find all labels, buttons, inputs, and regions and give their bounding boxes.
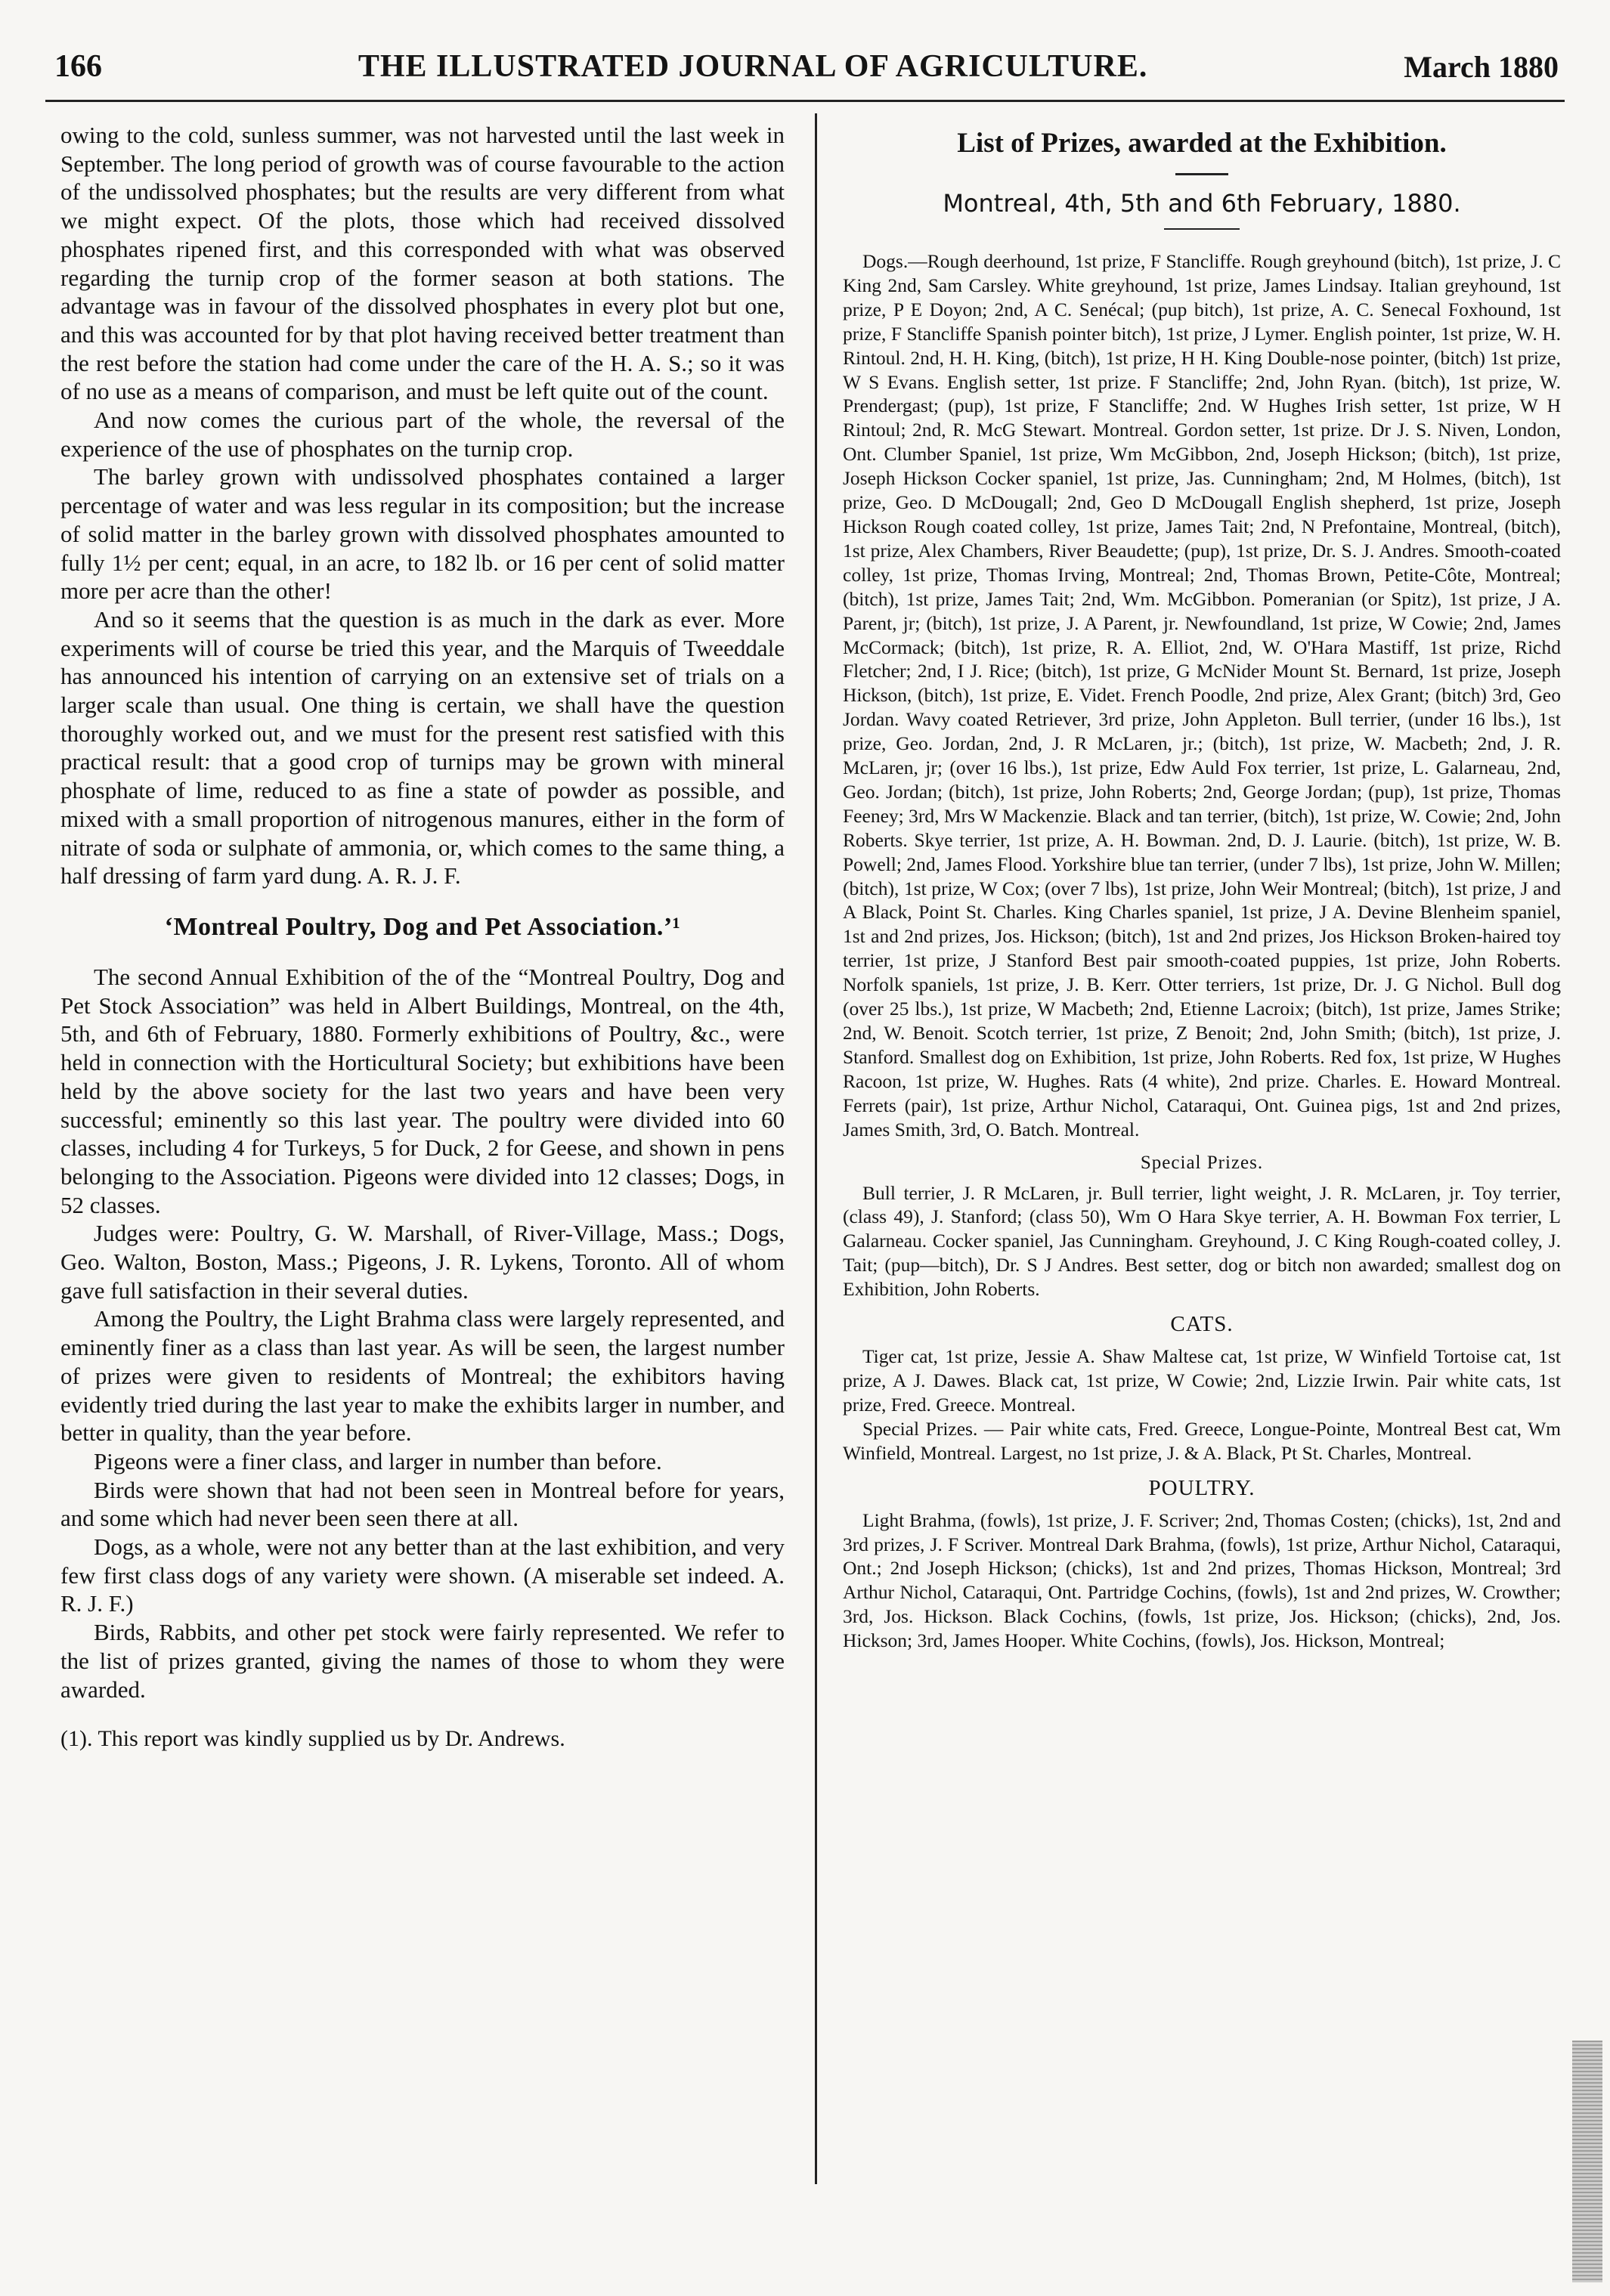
page-number: 166 [54, 49, 102, 84]
paragraph: owing to the cold, sunless summer, was not harvested until the last week in September. The long period of growth was of course favourable to the action of the undissolved phosphates; but the results are very different from what we might expect. Of the plots, those which had received dissolved phosphates ripened first, and this corresponded with what was observed regarding the turnip crop of the former season at both stations. The advantage was in favour of the dissolved phosphates in every plot but one, and this was accounted for by that plot having received better treatment than the rest before the station had come under the care of the H. A. S.; so it was of no use as a means of comparison, and must be left quite out of the count. [60, 122, 785, 405]
left-column [60, 121, 785, 1753]
page-header [54, 39, 1559, 85]
special-prizes-heading: Special Prizes. [1140, 1152, 1264, 1173]
journal-title: THE ILLUSTRATED JOURNAL OF AGRICULTURE. [358, 49, 1148, 84]
paragraph: The barley grown with undissolved phosphates contained a larger percentage of water and was less regular in its composition; but the increase of solid matter in the barley grown with dissolved phosphates amounted to fully 1½ per cent; equal, in an acre, to 182 lb. or 16 per cent of solid matter more per acre than the other! [60, 463, 785, 605]
section-heading: ‘Montreal Poultry, Dog and Pet Association.’¹ [164, 912, 681, 941]
cats-prizes: Tiger cat, 1st prize, Jessie A. Shaw Maltese cat, 1st prize, W Winfield Tortoise cat, 1st prize, A J. Dawes. Black cat, 1st prize, W Cowie; 2nd, Lizzie Irwin. Pair white cats, 1st prize, Fred. Greece. Montreal. [843, 1345, 1561, 1416]
cats-special-prizes: Special Prizes. — Pair white cats, Fred. Greece, Longue-Pointe, Montreal Best cat, Wm Winfield, Montreal. Largest, no 1st prize, J. & A. Black, Pt St. Charles, Montreal. [843, 1417, 1561, 1464]
paragraph: And now comes the curious part of the whole, the reversal of the experience of the use of phosphates on the turnip crop. [60, 407, 785, 462]
paragraph: Birds, Rabbits, and other pet stock were fairly represented. We refer to the list of prizes granted, giving the names of those to whom they were awarded. [60, 1619, 785, 1703]
paragraph: And so it seems that the question is as much in the dark as ever. More experiments will of course be tried this year, and the Marquis of Tweeddale has announced his intention of carrying on an extensive set of trials on a larger scale than usual. One thing is certain, we shall have the question thoroughly worked out, and we must for the present rest satisfied with this practical result: that a good crop of turnips may be grown with mineral phosphate of lime, reduced to as fine a state of powder as possible, and mixed with a small proportion of nitrogenous manures, either in the form of nitrate of soda or sulphate of ammonia, or, which comes to the same thing, a half dressing of farm yard dung. A. R. J. F. [60, 605, 785, 890]
paragraph: Pigeons were a finer class, and larger in number than before. [94, 1447, 662, 1474]
special-prizes: Bull terrier, J. R McLaren, jr. Bull terrier, light weight, J. R. McLaren, jr. Toy terrier, (class 49), J. Stanford; (class 50), Wm O Hara Skye terrier, A. H. Bowman Fox terrier, L Galarneau. Cocker spaniel, Jas Cunningham. Greyhound, J. C King Rough-coated colley, J. Tait; (pup—bitch), Dr. S J Andres. Best setter, dog or bitch non awarded; smallest dog on Exhibition, John Roberts. [843, 1181, 1561, 1301]
right-column [843, 121, 1561, 1653]
poultry-heading: POULTRY. [1148, 1475, 1255, 1500]
paragraph: Among the Poultry, the Light Brahma class were largely represented, and eminently finer as a class than last year. As will be seen, the largest number of prizes were given to residents of Montreal; the exhibitors having evidently tried during the last year to make the exhibits larger in number, and better in quality, than the year before. [60, 1305, 785, 1447]
prize-list-subtitle: Montreal, 4th, 5th and 6th February, 1880. [943, 189, 1461, 218]
poultry-prizes: Light Brahma, (fowls), 1st prize, J. F. Scriver; 2nd, Thomas Costen; (chicks), 1st, 2nd and 3rd prizes, J. F Scriver. Montreal Dark Brahma, (fowls), 1st prize, Arthur Nichol, Cataraqui, Ont.; 2nd Joseph Hickson; (chicks), 1st and 2nd prizes, Thomas Hickson, Montreal; 3rd Arthur Nichol, Cataraqui, Ont. Partridge Cochins, (fowls), 1st and 2nd prizes, W. Crowther; 3rd, Jos. Hickson. Black Cochins, (fowls, 1st prize, Jos. Hickson; (chicks), 2nd, Jos. Hickson; 3rd, James Hooper. White Cochins, (fowls), Jos. Hickson, Montreal; [843, 1508, 1561, 1652]
prize-list-title: List of Prizes, awarded at the Exhibition. [957, 128, 1447, 159]
page-edge-shadow [1572, 2041, 1602, 2282]
paragraph: Judges were: Poultry, G. W. Marshall, of River-Village, Mass.; Dogs, Geo. Walton, Boston, Mass.; Pigeons, J. R. Lykens, Toronto. All of whom gave full satisfaction in their several duties. [60, 1220, 785, 1304]
subtitle-rule [1164, 228, 1240, 230]
paragraph: Birds were shown that had not been seen in Montreal before for years, and some which had never been seen there at all. [60, 1476, 785, 1532]
title-rule [1175, 173, 1228, 175]
paragraph: Dogs, as a whole, were not any better than at the last exhibition, and very few first class dogs of any variety were shown. (A miserable set indeed. A. R. J. F.) [60, 1533, 785, 1617]
header-rule [45, 100, 1565, 102]
dogs-prizes: Dogs.—Rough deerhound, 1st prize, F Stancliffe. Rough greyhound (bitch), 1st prize, J. C King 2nd, Sam Carsley. White greyhound, 1st prize, James Lindsay. Italian greyhound, 1st prize, P E Doyon; 2nd, A C. Senécal; (pup bitch), 1st prize, A. C. Senecal Foxhound, 1st prize, F Stancliffe Spanish pointer bitch), 1st prize, J Lymer. English pointer, 1st prize, W. H. Rintoul. 2nd, H. H. King, (bitch), 1st prize, H H. King Double-nose pointer, (bitch) 1st prize, W S Evans. English setter, 1st prize. F Stancliffe; 2nd, John Ryan. (bitch), 1st prize, W. Prendergast; (pup), 1st prize, F Stancliffe; 2nd. W Hughes Irish setter, 1st prize, W H Rintoul; 2nd, R. McG Stewart. Montreal. Gordon setter, 1st prize. Dr J. S. Niven, London, Ont. Clumber Spaniel, 1st prize, Wm McGibbon, 2nd, Joseph Hickson; (bitch), 1st prize, Joseph Hickson Cocker spaniel, 1st prize, Jas. Cunningham; 2nd, M Holmes, (bitch), 1st prize, Geo. D McDougall; 2nd, Geo D McDougall English shepherd, 1st prize, Joseph Hickson Rough coated colley, 1st prize, James Tait; 2nd, N Prefontaine, Montreal, (bitch), 1st prize, Alex Chambers, River Beaudette; (pup), 1st prize, Dr. S. J. Andres. Smooth-coated colley, 1st prize, Thomas Irving, Montreal; 2nd, Thomas Brown, Petite-Côte, Montreal; (bitch), 1st prize, James Tait; 2nd, Wm. McGibbon. Pomeranian (or Spitz), 1st prize, J A. Parent, jr; (bitch), 1st prize, J. A Parent, jr. Newfoundland, 1st prize, W Cowie; 2nd, James McCormack; (bitch), 1st prize, R. A. Elliot, 2nd, W. O'Hara Mastiff, 1st prize, Richd Fletcher; 2nd, I J. Rice; (bitch), 1st prize, G McNider Mount St. Bernard, 1st prize, Joseph Hickson, (bitch), 1st prize, E. Videt. French Poodle, 2nd prize, Alex Grant; (bitch) 3rd, Geo Jordan. Wavy coated Retriever, 3rd prize, John Appleton. Bull terrier, (under 16 lbs.), 1st prize, Geo. Jordan, 2nd, J. R McLaren, jr.; (bitch), 1st prize, W. Macbeth; 2nd, J. R. McLaren, jr; (over 16 lbs.), 1st prize, Edw Auld Fox terrier, 1st prize, L. Galarneau, 2nd, Geo. Jordan; (bitch), 1st prize, John Roberts; 2nd, George Jordan; (pup), 1st prize, Thomas Feeney; 3rd, Mrs W Mackenzie. Black and tan terrier, (bitch), 1st prize, W. Cowie; 2nd, John Roberts. Skye terrier, 1st prize, A. H. Bowman. 2nd, D. J. Laurie. (bitch), 1st prize, W. B. Powell; 2nd, James Flood. Yorkshire blue tan terrier, (under 7 lbs), 1st prize, John W. Millen; (bitch), 1st prize, W Cox; (over 7 lbs), 1st prize, John Weir Montreal; (bitch), 1st prize, J and A Black, Point St. Charles. King Charles spaniel, 1st prize, J A. Devine Blenheim spaniel, 1st and 2nd prizes, Jos. Hickson; (bitch), 1st and 2nd prizes, Jos Hickson Broken-haired toy terrier, 1st prize, J Stanford Best pair smooth-coated puppies, 1st prize, John Roberts. Norfolk spaniels, 1st prize, J. B. Kerr. Otter terriers, 1st prize, Dr. J. G Nichol. Bull dog (over 25 lbs.), 1st prize, W Macbeth; 2nd, Etienne Lacroix; (bitch), 1st prize, James Strike; 2nd, W. Benoit. Scotch terrier, 1st prize, Z Benoit; 2nd, John Smith; (bitch), 1st prize, J. Stanford. Smallest dog on Exhibition, 1st prize, John Roberts. Red fox, 1st prize, W Hughes Racoon, 1st prize, W. Hughes. Rats (4 white), 2nd prize. Charles. E. Howard Montreal. Ferrets (pair), 1st prize, Arthur Nichol, Cataraqui, Ont. Guinea pigs, 1st and 2nd prizes, James Smith, 3rd, O. Batch. Montreal. [843, 250, 1561, 1140]
cats-heading: CATS. [1170, 1312, 1234, 1337]
footnote: (1). This report was kindly supplied us by Dr. Andrews. [60, 1726, 565, 1752]
paragraph: The second Annual Exhibition of the of the “Montreal Poultry, Dog and Pet Stock Association” was held in Albert Buildings, Montreal, on the 4th, 5th, and 6th of February, 1880. Formerly exhibitions of Poultry, &c., were held in connection with the Horticultural Society; but exhibitions have been held by the above society for the last two years and have been very successful; eminently so this last year. The poultry were divided into 60 classes, including 4 for Turkeys, 5 for Duck, 2 for Geese, and shown in pens belonging to the Association. Pigeons were divided into 12 classes; Dogs, in 52 classes. [60, 963, 785, 1218]
issue-date: March 1880 [1404, 50, 1559, 84]
column-divider [815, 113, 817, 2184]
